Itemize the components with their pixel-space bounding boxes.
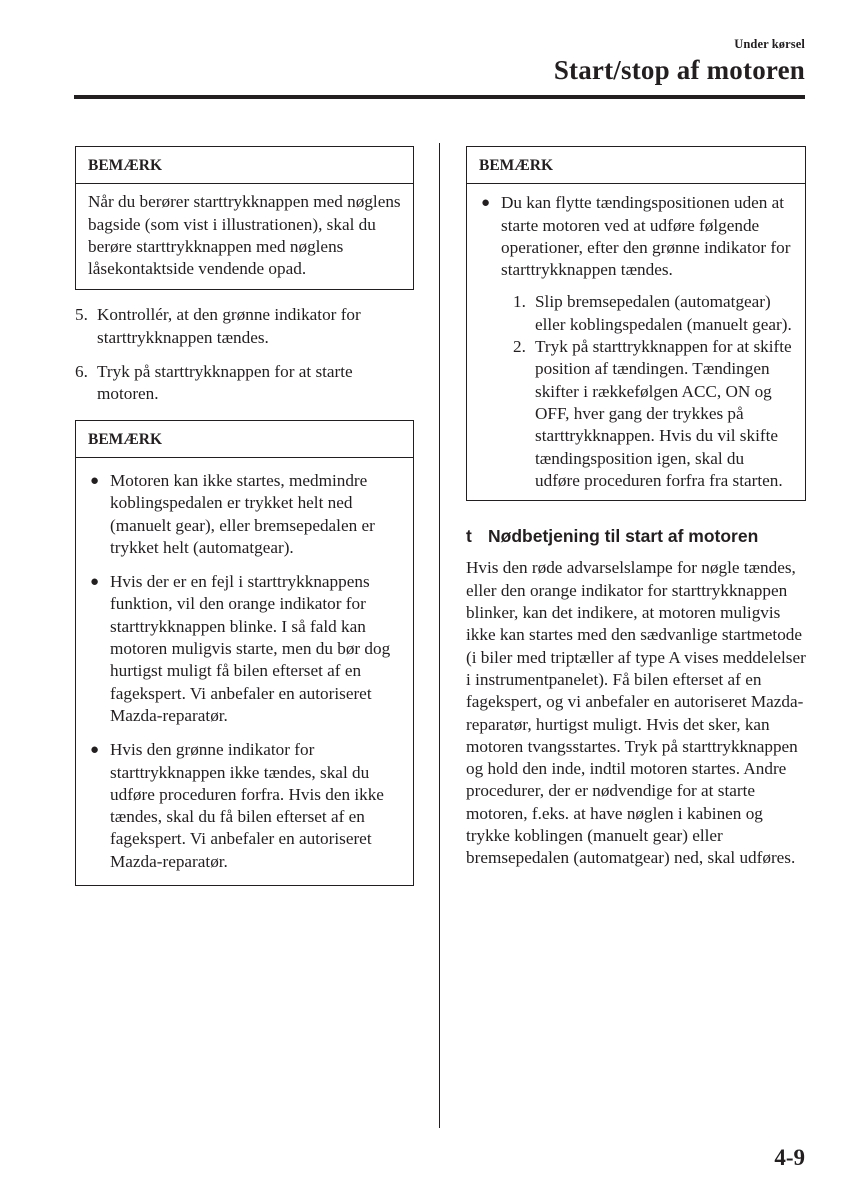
note-text: Når du berører starttrykknappen med nøglens bagside (som vist i illustrationen), skal du berøre starttrykknappen med nøglens låsekontaktside vendende opad.: [88, 192, 401, 279]
bullet-item: [88, 571, 401, 727]
emergency-start-paragraph: Hvis den røde advarselslampe for nøgle tændes, eller den orange indikator for starttrykknappen blinker, kan det indikere, at motoren muligvis ikke kan startes med den sædvanlige startmetode (i biler med triptæller af type A vises meddelelser i instrumentpanelet). Få bilen efterset af en fagekspert, og vi anbefaler en autoriseret Mazda-reparatør, hurtigst muligt. Hvis det sker, kan motoren tvangsstartes. Tryk på starttrykknappen og hold den inde, indtil motoren startes. Andre procedurer, der er nødvendige for at starte motoren, f.eks. at have nøglen i kabinen og trykke koblingen (manuelt gear) eller bremsepedalen (automatgear) ned, skal udføres.: [466, 558, 806, 868]
chapter-label: Under kørsel: [734, 37, 805, 51]
section-heading-text: Nødbetjening til start af motoren: [488, 526, 759, 547]
sub-step-number: 1.: [513, 292, 526, 312]
sub-step-item: [513, 291, 793, 336]
step-number: 6.: [75, 362, 88, 382]
bullet-item: [88, 470, 401, 559]
bullet-text: Motoren kan ikke startes, medmindre koblingspedalen er trykket helt ned (manuelt gear), eller bremsepedalen er trykket helt (automatgear).: [110, 470, 375, 557]
right-column: [466, 146, 806, 870]
step-item: [75, 304, 414, 349]
bullet-list: [88, 470, 401, 873]
bullet-list: [479, 192, 793, 492]
step-list: [75, 304, 414, 405]
sub-step-text: Slip bremsepedalen (automatgear) eller koblingspedalen (manuelt gear).: [535, 292, 792, 334]
note-box-key-touch: [75, 146, 414, 290]
bullet-icon: ●: [90, 574, 100, 591]
header-rule: [74, 95, 805, 99]
bullet-text: Hvis den grønne indikator for starttrykknappen ikke tændes, skal du udføre proceduren forfra. Hvis den ikke tændes, skal du få bilen efterset af en fagekspert. Vi anbefaler en autoriseret Mazda-reparatør.: [110, 740, 384, 871]
bullet-text: Hvis der er en fejl i starttrykknappens funktion, vil den orange indikator for starttrykknappen blinke. I så fald kan motoren muligvis starte, men du bør dog hurtigst muligt få bilen efterset af en fagekspert. Vi anbefaler en autoriseret Mazda-reparatør.: [110, 572, 391, 725]
bullet-icon: ●: [90, 472, 100, 489]
left-column: [75, 146, 414, 886]
step-item: [75, 361, 414, 406]
bullet-icon: ●: [481, 195, 491, 212]
page-title: Start/stop af motoren: [553, 55, 805, 85]
section-heading: [466, 525, 806, 547]
sub-step-item: [513, 336, 793, 492]
note-heading: BEMÆRK: [467, 147, 805, 184]
sub-step-number: 2.: [513, 337, 526, 357]
note-box-ignition: [466, 146, 806, 501]
bullet-item: [479, 192, 793, 492]
column-divider: [439, 143, 440, 1128]
note-body: [76, 184, 413, 289]
note-heading: BEMÆRK: [76, 421, 413, 458]
note-body: [76, 458, 413, 885]
bullet-icon: ●: [90, 742, 100, 759]
page-number: 4-9: [774, 1145, 805, 1170]
section-marker-icon: t: [466, 526, 472, 547]
sub-step-list: [501, 291, 793, 492]
note-body: [467, 184, 805, 500]
step-text: Kontrollér, at den grønne indikator for starttrykknappen tændes.: [97, 305, 361, 347]
note-heading: BEMÆRK: [76, 147, 413, 184]
bullet-text: Du kan flytte tændingspositionen uden at starte motoren ved at udføre følgende operationer, efter den grønne indikator for starttrykknappen tændes.: [501, 193, 791, 280]
step-text: Tryk på starttrykknappen for at starte motoren.: [97, 362, 353, 404]
note-box-engine-start: [75, 420, 414, 886]
sub-step-text: Tryk på starttrykknappen for at skifte position af tændingen. Tændingen skifter i rækkefølgen ACC, ON og OFF, hver gang der trykkes på starttrykknappen. Hvis du vil skifte tændingsposition igen, skal du udføre proceduren forfra fra starten.: [535, 337, 792, 490]
bullet-item: [88, 739, 401, 873]
step-number: 5.: [75, 305, 88, 325]
